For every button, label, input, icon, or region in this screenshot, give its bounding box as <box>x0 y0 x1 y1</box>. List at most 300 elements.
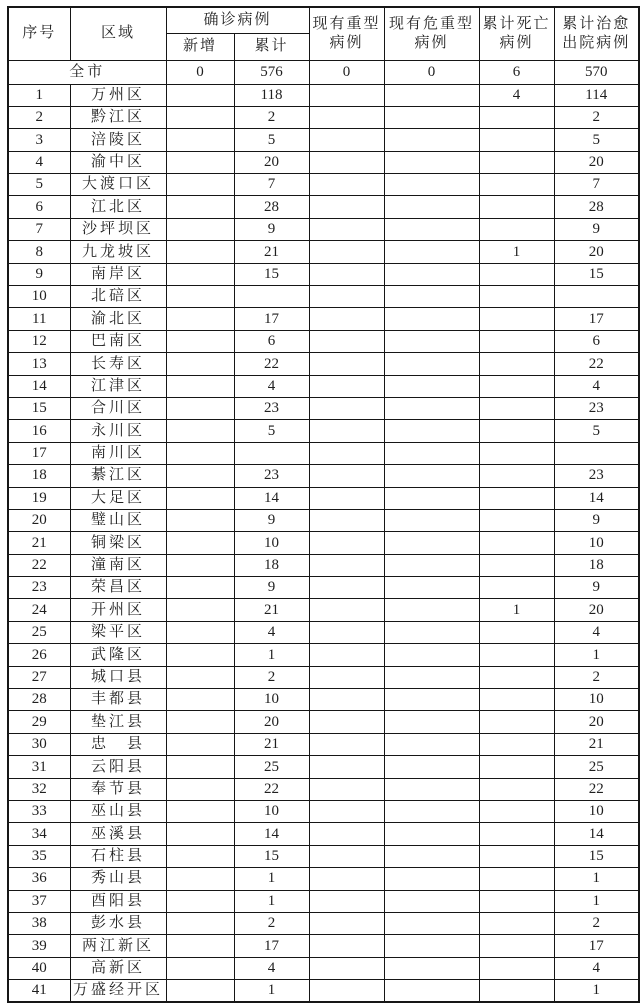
cumulative-cases-cell: 20 <box>234 711 309 733</box>
serial-cell: 29 <box>8 711 70 733</box>
critical-cases-cell <box>384 644 479 666</box>
serial-cell: 12 <box>8 330 70 352</box>
total-cured-cases-cell: 570 <box>554 60 639 84</box>
severe-cases-cell <box>309 397 384 419</box>
region-cell: 巫山县 <box>70 801 166 823</box>
severe-cases-cell <box>309 174 384 196</box>
new-cases-cell <box>166 330 234 352</box>
serial-cell: 17 <box>8 442 70 464</box>
severe-cases-cell <box>309 442 384 464</box>
region-cell: 涪陵区 <box>70 129 166 151</box>
table-row <box>8 509 639 531</box>
new-cases-cell <box>166 241 234 263</box>
new-cases-cell <box>166 935 234 957</box>
severe-cases-cell <box>309 711 384 733</box>
death-cases-cell <box>479 957 554 979</box>
table-row <box>8 599 639 621</box>
cured-cases-cell <box>554 442 639 464</box>
critical-cases-cell <box>384 241 479 263</box>
critical-cases-cell <box>384 711 479 733</box>
header-current-critical-cases: 现有危重型病例 <box>384 7 479 60</box>
critical-cases-cell <box>384 375 479 397</box>
cured-cases-cell: 114 <box>554 84 639 106</box>
cured-cases-cell: 25 <box>554 756 639 778</box>
region-cell: 垫江县 <box>70 711 166 733</box>
region-cell: 奉节县 <box>70 778 166 800</box>
severe-cases-cell <box>309 465 384 487</box>
table-row <box>8 84 639 106</box>
region-cell: 潼南区 <box>70 554 166 576</box>
table-row <box>8 845 639 867</box>
severe-cases-cell <box>309 599 384 621</box>
critical-cases-cell <box>384 756 479 778</box>
death-cases-cell <box>479 106 554 128</box>
serial-cell: 25 <box>8 621 70 643</box>
serial-cell: 14 <box>8 375 70 397</box>
death-cases-cell <box>479 666 554 688</box>
cured-cases-cell: 22 <box>554 778 639 800</box>
new-cases-cell <box>166 487 234 509</box>
critical-cases-cell <box>384 912 479 934</box>
region-cell: 巫溪县 <box>70 823 166 845</box>
table-row <box>8 174 639 196</box>
cured-cases-cell: 20 <box>554 151 639 173</box>
critical-cases-cell <box>384 935 479 957</box>
table-row <box>8 218 639 240</box>
serial-cell: 41 <box>8 980 70 1002</box>
region-cell: 南岸区 <box>70 263 166 285</box>
severe-cases-cell <box>309 823 384 845</box>
critical-cases-cell <box>384 532 479 554</box>
cumulative-cases-cell: 2 <box>234 666 309 688</box>
region-cell: 荣昌区 <box>70 577 166 599</box>
table-row <box>8 957 639 979</box>
table-row <box>8 241 639 263</box>
cured-cases-cell: 9 <box>554 218 639 240</box>
severe-cases-cell <box>309 577 384 599</box>
critical-cases-cell <box>384 868 479 890</box>
critical-cases-cell <box>384 666 479 688</box>
total-critical-cases-cell: 0 <box>384 60 479 84</box>
cumulative-cases-cell: 4 <box>234 375 309 397</box>
cumulative-cases-cell: 23 <box>234 465 309 487</box>
critical-cases-cell <box>384 353 479 375</box>
region-cell: 忠 县 <box>70 733 166 755</box>
severe-cases-cell <box>309 890 384 912</box>
new-cases-cell <box>166 174 234 196</box>
severe-cases-cell <box>309 241 384 263</box>
new-cases-cell <box>166 577 234 599</box>
total-region-cell: 全市 <box>8 60 166 84</box>
region-cell: 梁平区 <box>70 621 166 643</box>
region-cell: 渝中区 <box>70 151 166 173</box>
serial-cell: 20 <box>8 509 70 531</box>
severe-cases-cell <box>309 263 384 285</box>
severe-cases-cell <box>309 532 384 554</box>
new-cases-cell <box>166 509 234 531</box>
severe-cases-cell <box>309 218 384 240</box>
cumulative-cases-cell: 9 <box>234 218 309 240</box>
region-cell: 合川区 <box>70 397 166 419</box>
cured-cases-cell: 2 <box>554 666 639 688</box>
death-cases-cell <box>479 868 554 890</box>
cumulative-cases-cell <box>234 286 309 308</box>
severe-cases-cell <box>309 801 384 823</box>
serial-cell: 23 <box>8 577 70 599</box>
region-cell: 大渡口区 <box>70 174 166 196</box>
new-cases-cell <box>166 778 234 800</box>
death-cases-cell <box>479 174 554 196</box>
serial-cell: 26 <box>8 644 70 666</box>
severe-cases-cell <box>309 666 384 688</box>
region-cell: 两江新区 <box>70 935 166 957</box>
critical-cases-cell <box>384 689 479 711</box>
region-cell: 璧山区 <box>70 509 166 531</box>
region-cell: 秀山县 <box>70 868 166 890</box>
table-row <box>8 912 639 934</box>
critical-cases-cell <box>384 980 479 1002</box>
serial-cell: 4 <box>8 151 70 173</box>
death-cases-cell <box>479 397 554 419</box>
serial-cell: 6 <box>8 196 70 218</box>
cured-cases-cell: 10 <box>554 532 639 554</box>
header-new-cases: 新增 <box>166 33 234 60</box>
severe-cases-cell <box>309 733 384 755</box>
serial-cell: 31 <box>8 756 70 778</box>
cumulative-cases-cell: 22 <box>234 778 309 800</box>
serial-cell: 3 <box>8 129 70 151</box>
new-cases-cell <box>166 801 234 823</box>
critical-cases-cell <box>384 263 479 285</box>
table-row <box>8 442 639 464</box>
new-cases-cell <box>166 106 234 128</box>
table-row <box>8 286 639 308</box>
critical-cases-cell <box>384 823 479 845</box>
critical-cases-cell <box>384 330 479 352</box>
serial-cell: 19 <box>8 487 70 509</box>
critical-cases-cell <box>384 733 479 755</box>
critical-cases-cell <box>384 465 479 487</box>
cured-cases-cell: 20 <box>554 599 639 621</box>
critical-cases-cell <box>384 487 479 509</box>
death-cases-cell <box>479 733 554 755</box>
new-cases-cell <box>166 375 234 397</box>
region-cell: 开州区 <box>70 599 166 621</box>
table-row <box>8 487 639 509</box>
cumulative-cases-cell: 15 <box>234 845 309 867</box>
critical-cases-cell <box>384 599 479 621</box>
region-cell: 高新区 <box>70 957 166 979</box>
severe-cases-cell <box>309 912 384 934</box>
region-cell: 北碚区 <box>70 286 166 308</box>
new-cases-cell <box>166 286 234 308</box>
cured-cases-cell: 10 <box>554 801 639 823</box>
severe-cases-cell <box>309 308 384 330</box>
cured-cases-cell: 7 <box>554 174 639 196</box>
table-row <box>8 868 639 890</box>
cured-cases-cell: 17 <box>554 308 639 330</box>
severe-cases-cell <box>309 84 384 106</box>
cumulative-cases-cell: 22 <box>234 353 309 375</box>
cured-cases-cell: 2 <box>554 106 639 128</box>
table-row <box>8 397 639 419</box>
new-cases-cell <box>166 218 234 240</box>
table-row <box>8 375 639 397</box>
cured-cases-cell: 1 <box>554 890 639 912</box>
header-cumulative-cured-discharged: 累计治愈出院病例 <box>554 7 639 60</box>
cumulative-cases-cell: 4 <box>234 621 309 643</box>
cured-cases-cell: 9 <box>554 509 639 531</box>
death-cases-cell <box>479 689 554 711</box>
critical-cases-cell <box>384 957 479 979</box>
cured-cases-cell: 9 <box>554 577 639 599</box>
table-row <box>8 644 639 666</box>
death-cases-cell <box>479 554 554 576</box>
new-cases-cell <box>166 532 234 554</box>
total-cumulative-cases-cell: 576 <box>234 60 309 84</box>
critical-cases-cell <box>384 577 479 599</box>
death-cases-cell <box>479 778 554 800</box>
cumulative-cases-cell: 1 <box>234 980 309 1002</box>
serial-cell: 22 <box>8 554 70 576</box>
header-current-severe-cases: 现有重型病例 <box>309 7 384 60</box>
serial-cell: 8 <box>8 241 70 263</box>
cured-cases-cell: 15 <box>554 845 639 867</box>
death-cases-cell <box>479 980 554 1002</box>
region-cell: 铜梁区 <box>70 532 166 554</box>
cumulative-cases-cell: 6 <box>234 330 309 352</box>
region-cell: 酉阳县 <box>70 890 166 912</box>
cumulative-cases-cell <box>234 442 309 464</box>
death-cases-cell <box>479 756 554 778</box>
cumulative-cases-cell: 15 <box>234 263 309 285</box>
severe-cases-cell <box>309 957 384 979</box>
cumulative-cases-cell: 18 <box>234 554 309 576</box>
region-cell: 永川区 <box>70 420 166 442</box>
cured-cases-cell: 17 <box>554 935 639 957</box>
table-row <box>8 308 639 330</box>
table-row <box>8 196 639 218</box>
new-cases-cell <box>166 845 234 867</box>
cured-cases-cell: 23 <box>554 397 639 419</box>
serial-cell: 36 <box>8 868 70 890</box>
new-cases-cell <box>166 756 234 778</box>
cumulative-cases-cell: 25 <box>234 756 309 778</box>
serial-cell: 1 <box>8 84 70 106</box>
table-row <box>8 823 639 845</box>
new-cases-cell <box>166 442 234 464</box>
covid-stats-table <box>7 6 640 1003</box>
header-region: 区域 <box>70 7 166 60</box>
critical-cases-cell <box>384 308 479 330</box>
death-cases-cell <box>479 711 554 733</box>
table-row <box>8 756 639 778</box>
serial-cell: 16 <box>8 420 70 442</box>
cured-cases-cell: 20 <box>554 241 639 263</box>
new-cases-cell <box>166 353 234 375</box>
severe-cases-cell <box>309 778 384 800</box>
critical-cases-cell <box>384 286 479 308</box>
table-row <box>8 666 639 688</box>
total-new-cases-cell: 0 <box>166 60 234 84</box>
table-row <box>8 151 639 173</box>
new-cases-cell <box>166 196 234 218</box>
death-cases-cell <box>479 509 554 531</box>
severe-cases-cell <box>309 509 384 531</box>
region-cell: 渝北区 <box>70 308 166 330</box>
critical-cases-cell <box>384 129 479 151</box>
severe-cases-cell <box>309 487 384 509</box>
death-cases-cell <box>479 487 554 509</box>
cured-cases-cell <box>554 286 639 308</box>
serial-cell: 13 <box>8 353 70 375</box>
region-cell: 万盛经开区 <box>70 980 166 1002</box>
table-row <box>8 733 639 755</box>
cumulative-cases-cell: 10 <box>234 801 309 823</box>
death-cases-cell <box>479 890 554 912</box>
severe-cases-cell <box>309 286 384 308</box>
cumulative-cases-cell: 17 <box>234 308 309 330</box>
new-cases-cell <box>166 129 234 151</box>
cumulative-cases-cell: 2 <box>234 912 309 934</box>
severe-cases-cell <box>309 554 384 576</box>
region-cell: 黔江区 <box>70 106 166 128</box>
death-cases-cell <box>479 577 554 599</box>
region-cell: 丰都县 <box>70 689 166 711</box>
death-cases-cell <box>479 823 554 845</box>
new-cases-cell <box>166 621 234 643</box>
region-cell: 云阳县 <box>70 756 166 778</box>
severe-cases-cell <box>309 375 384 397</box>
serial-cell: 38 <box>8 912 70 934</box>
severe-cases-cell <box>309 644 384 666</box>
death-cases-cell <box>479 308 554 330</box>
table-row <box>8 420 639 442</box>
region-cell: 长寿区 <box>70 353 166 375</box>
total-death-cases-cell: 6 <box>479 60 554 84</box>
cured-cases-cell: 23 <box>554 465 639 487</box>
header-row-1 <box>8 7 639 33</box>
serial-cell: 35 <box>8 845 70 867</box>
critical-cases-cell <box>384 196 479 218</box>
table-row <box>8 554 639 576</box>
death-cases-cell <box>479 845 554 867</box>
death-cases-cell <box>479 375 554 397</box>
severe-cases-cell <box>309 980 384 1002</box>
cumulative-cases-cell: 14 <box>234 823 309 845</box>
critical-cases-cell <box>384 509 479 531</box>
table-row <box>8 935 639 957</box>
new-cases-cell <box>166 823 234 845</box>
death-cases-cell <box>479 532 554 554</box>
serial-cell: 21 <box>8 532 70 554</box>
region-cell: 綦江区 <box>70 465 166 487</box>
cumulative-cases-cell: 7 <box>234 174 309 196</box>
cured-cases-cell: 15 <box>554 263 639 285</box>
cumulative-cases-cell: 1 <box>234 890 309 912</box>
region-cell: 九龙坡区 <box>70 241 166 263</box>
region-cell: 沙坪坝区 <box>70 218 166 240</box>
table-row <box>8 621 639 643</box>
new-cases-cell <box>166 599 234 621</box>
serial-cell: 34 <box>8 823 70 845</box>
death-cases-cell <box>479 935 554 957</box>
severe-cases-cell <box>309 196 384 218</box>
table-row <box>8 263 639 285</box>
new-cases-cell <box>166 666 234 688</box>
severe-cases-cell <box>309 689 384 711</box>
cured-cases-cell: 5 <box>554 129 639 151</box>
serial-cell: 37 <box>8 890 70 912</box>
serial-cell: 30 <box>8 733 70 755</box>
severe-cases-cell <box>309 845 384 867</box>
severe-cases-cell <box>309 420 384 442</box>
serial-cell: 33 <box>8 801 70 823</box>
serial-cell: 9 <box>8 263 70 285</box>
table-row <box>8 711 639 733</box>
cured-cases-cell: 5 <box>554 420 639 442</box>
death-cases-cell <box>479 420 554 442</box>
cumulative-cases-cell: 10 <box>234 532 309 554</box>
death-cases-cell <box>479 644 554 666</box>
death-cases-cell <box>479 286 554 308</box>
region-cell: 万州区 <box>70 84 166 106</box>
cumulative-cases-cell: 21 <box>234 733 309 755</box>
table-row <box>8 577 639 599</box>
cured-cases-cell: 6 <box>554 330 639 352</box>
severe-cases-cell <box>309 151 384 173</box>
cured-cases-cell: 1 <box>554 980 639 1002</box>
cumulative-cases-cell: 14 <box>234 487 309 509</box>
new-cases-cell <box>166 890 234 912</box>
new-cases-cell <box>166 397 234 419</box>
cured-cases-cell: 14 <box>554 823 639 845</box>
cumulative-cases-cell: 9 <box>234 509 309 531</box>
cumulative-cases-cell: 1 <box>234 644 309 666</box>
cured-cases-cell: 28 <box>554 196 639 218</box>
cumulative-cases-cell: 5 <box>234 420 309 442</box>
cumulative-cases-cell: 20 <box>234 151 309 173</box>
table-row <box>8 801 639 823</box>
death-cases-cell: 1 <box>479 599 554 621</box>
critical-cases-cell <box>384 845 479 867</box>
critical-cases-cell <box>384 778 479 800</box>
total-severe-cases-cell: 0 <box>309 60 384 84</box>
region-cell: 大足区 <box>70 487 166 509</box>
severe-cases-cell <box>309 129 384 151</box>
table-row <box>8 330 639 352</box>
death-cases-cell: 4 <box>479 84 554 106</box>
death-cases-cell <box>479 330 554 352</box>
new-cases-cell <box>166 263 234 285</box>
death-cases-cell <box>479 621 554 643</box>
region-cell: 石柱县 <box>70 845 166 867</box>
new-cases-cell <box>166 554 234 576</box>
cumulative-cases-cell: 10 <box>234 689 309 711</box>
severe-cases-cell <box>309 756 384 778</box>
death-cases-cell <box>479 263 554 285</box>
region-cell: 江津区 <box>70 375 166 397</box>
serial-cell: 24 <box>8 599 70 621</box>
severe-cases-cell <box>309 621 384 643</box>
new-cases-cell <box>166 912 234 934</box>
cumulative-cases-cell: 23 <box>234 397 309 419</box>
serial-cell: 32 <box>8 778 70 800</box>
death-cases-cell <box>479 129 554 151</box>
table-row <box>8 689 639 711</box>
critical-cases-cell <box>384 890 479 912</box>
critical-cases-cell <box>384 106 479 128</box>
